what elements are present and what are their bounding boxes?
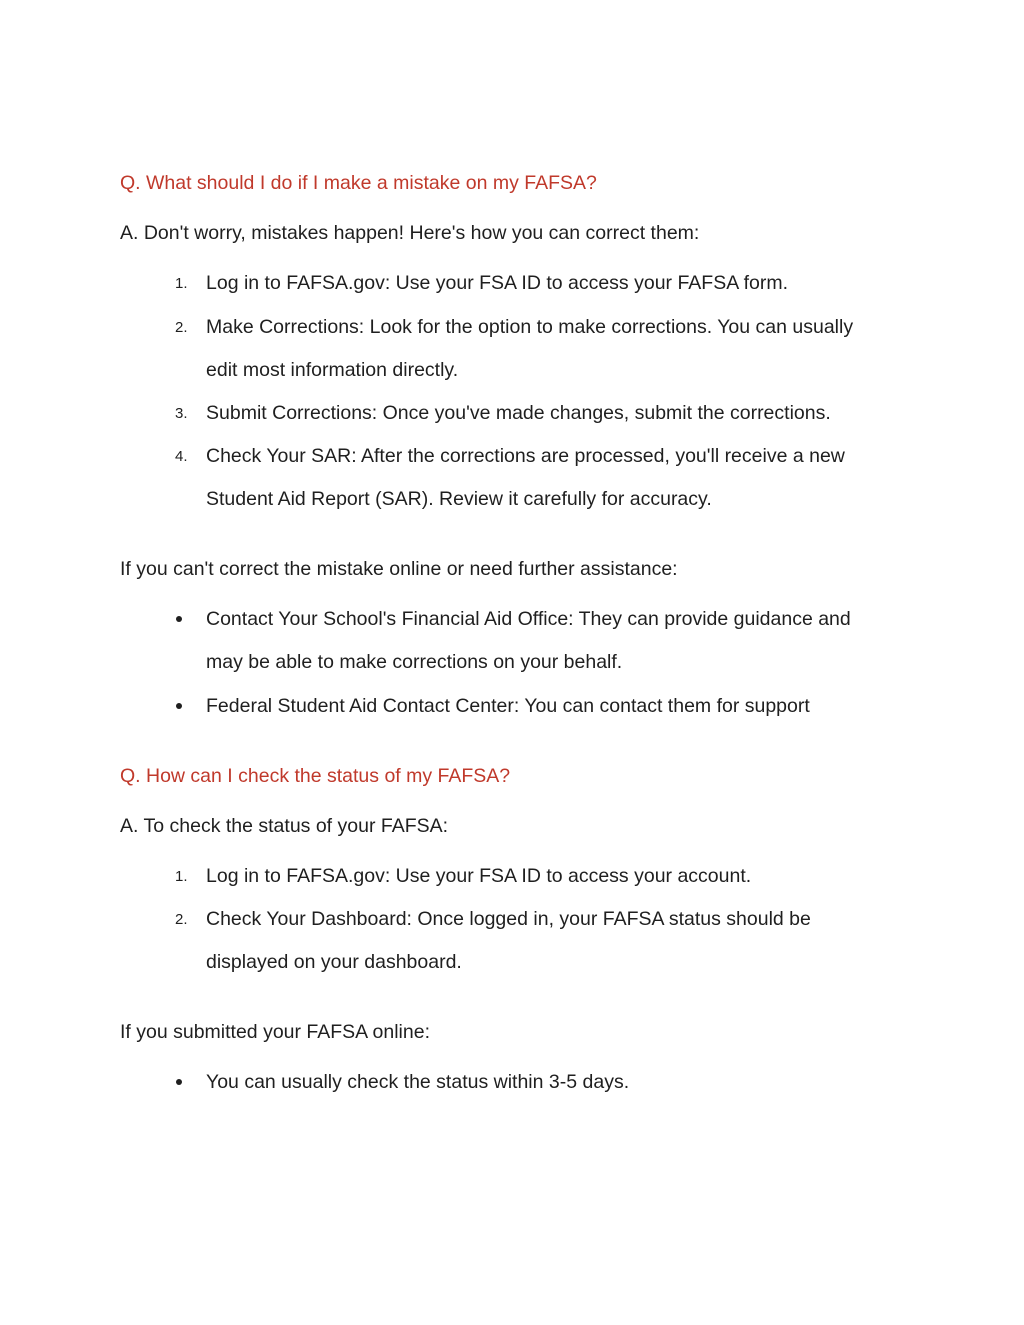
list-item-text: Check Your SAR: After the corrections are processed, you'll receive a new xyxy=(206,445,845,467)
list-marker: 1. xyxy=(175,868,188,885)
list-item-text: Make Corrections: Look for the option to make corrections. You can usually xyxy=(206,316,854,338)
list-marker: 3. xyxy=(175,405,188,422)
bullet-dot xyxy=(176,703,182,709)
bullet-item-text: may be able to make corrections on your behalf. xyxy=(206,651,623,673)
question-heading: Q. What should I do if I make a mistake on my FAFSA? xyxy=(120,172,597,194)
followup-intro: If you submitted your FAFSA online: xyxy=(120,1021,430,1043)
answer-intro: A. To check the status of your FAFSA: xyxy=(120,815,449,837)
list-item-text: Log in to FAFSA.gov: Use your FSA ID to access your FAFSA form. xyxy=(206,272,788,294)
bullet-item-text: You can usually check the status within 3-5 days. xyxy=(206,1071,630,1093)
list-item-text: displayed on your dashboard. xyxy=(206,951,462,973)
bullet-item-text: Federal Student Aid Contact Center: You can contact them for support xyxy=(206,695,810,717)
list-item-text: Submit Corrections: Once you've made changes, submit the corrections. xyxy=(206,402,831,424)
list-item-text: Log in to FAFSA.gov: Use your FSA ID to access your account. xyxy=(206,865,752,887)
bullet-dot xyxy=(176,616,182,622)
list-item-text: edit most information directly. xyxy=(206,359,459,381)
list-marker: 4. xyxy=(175,448,188,465)
followup-intro: If you can't correct the mistake online or need further assistance: xyxy=(120,558,678,580)
answer-intro: A. Don't worry, mistakes happen! Here's how you can correct them: xyxy=(120,222,700,244)
list-item-text: Check Your Dashboard: Once logged in, your FAFSA status should be xyxy=(206,908,811,930)
question-heading: Q. How can I check the status of my FAFSA? xyxy=(120,765,511,787)
list-item-text: Student Aid Report (SAR). Review it carefully for accuracy. xyxy=(206,488,712,510)
bullet-dot xyxy=(176,1079,182,1085)
list-marker: 1. xyxy=(175,275,188,292)
bullet-item-text: Contact Your School's Financial Aid Office: They can provide guidance and xyxy=(206,608,851,630)
list-marker: 2. xyxy=(175,319,188,336)
list-marker: 2. xyxy=(175,911,188,928)
